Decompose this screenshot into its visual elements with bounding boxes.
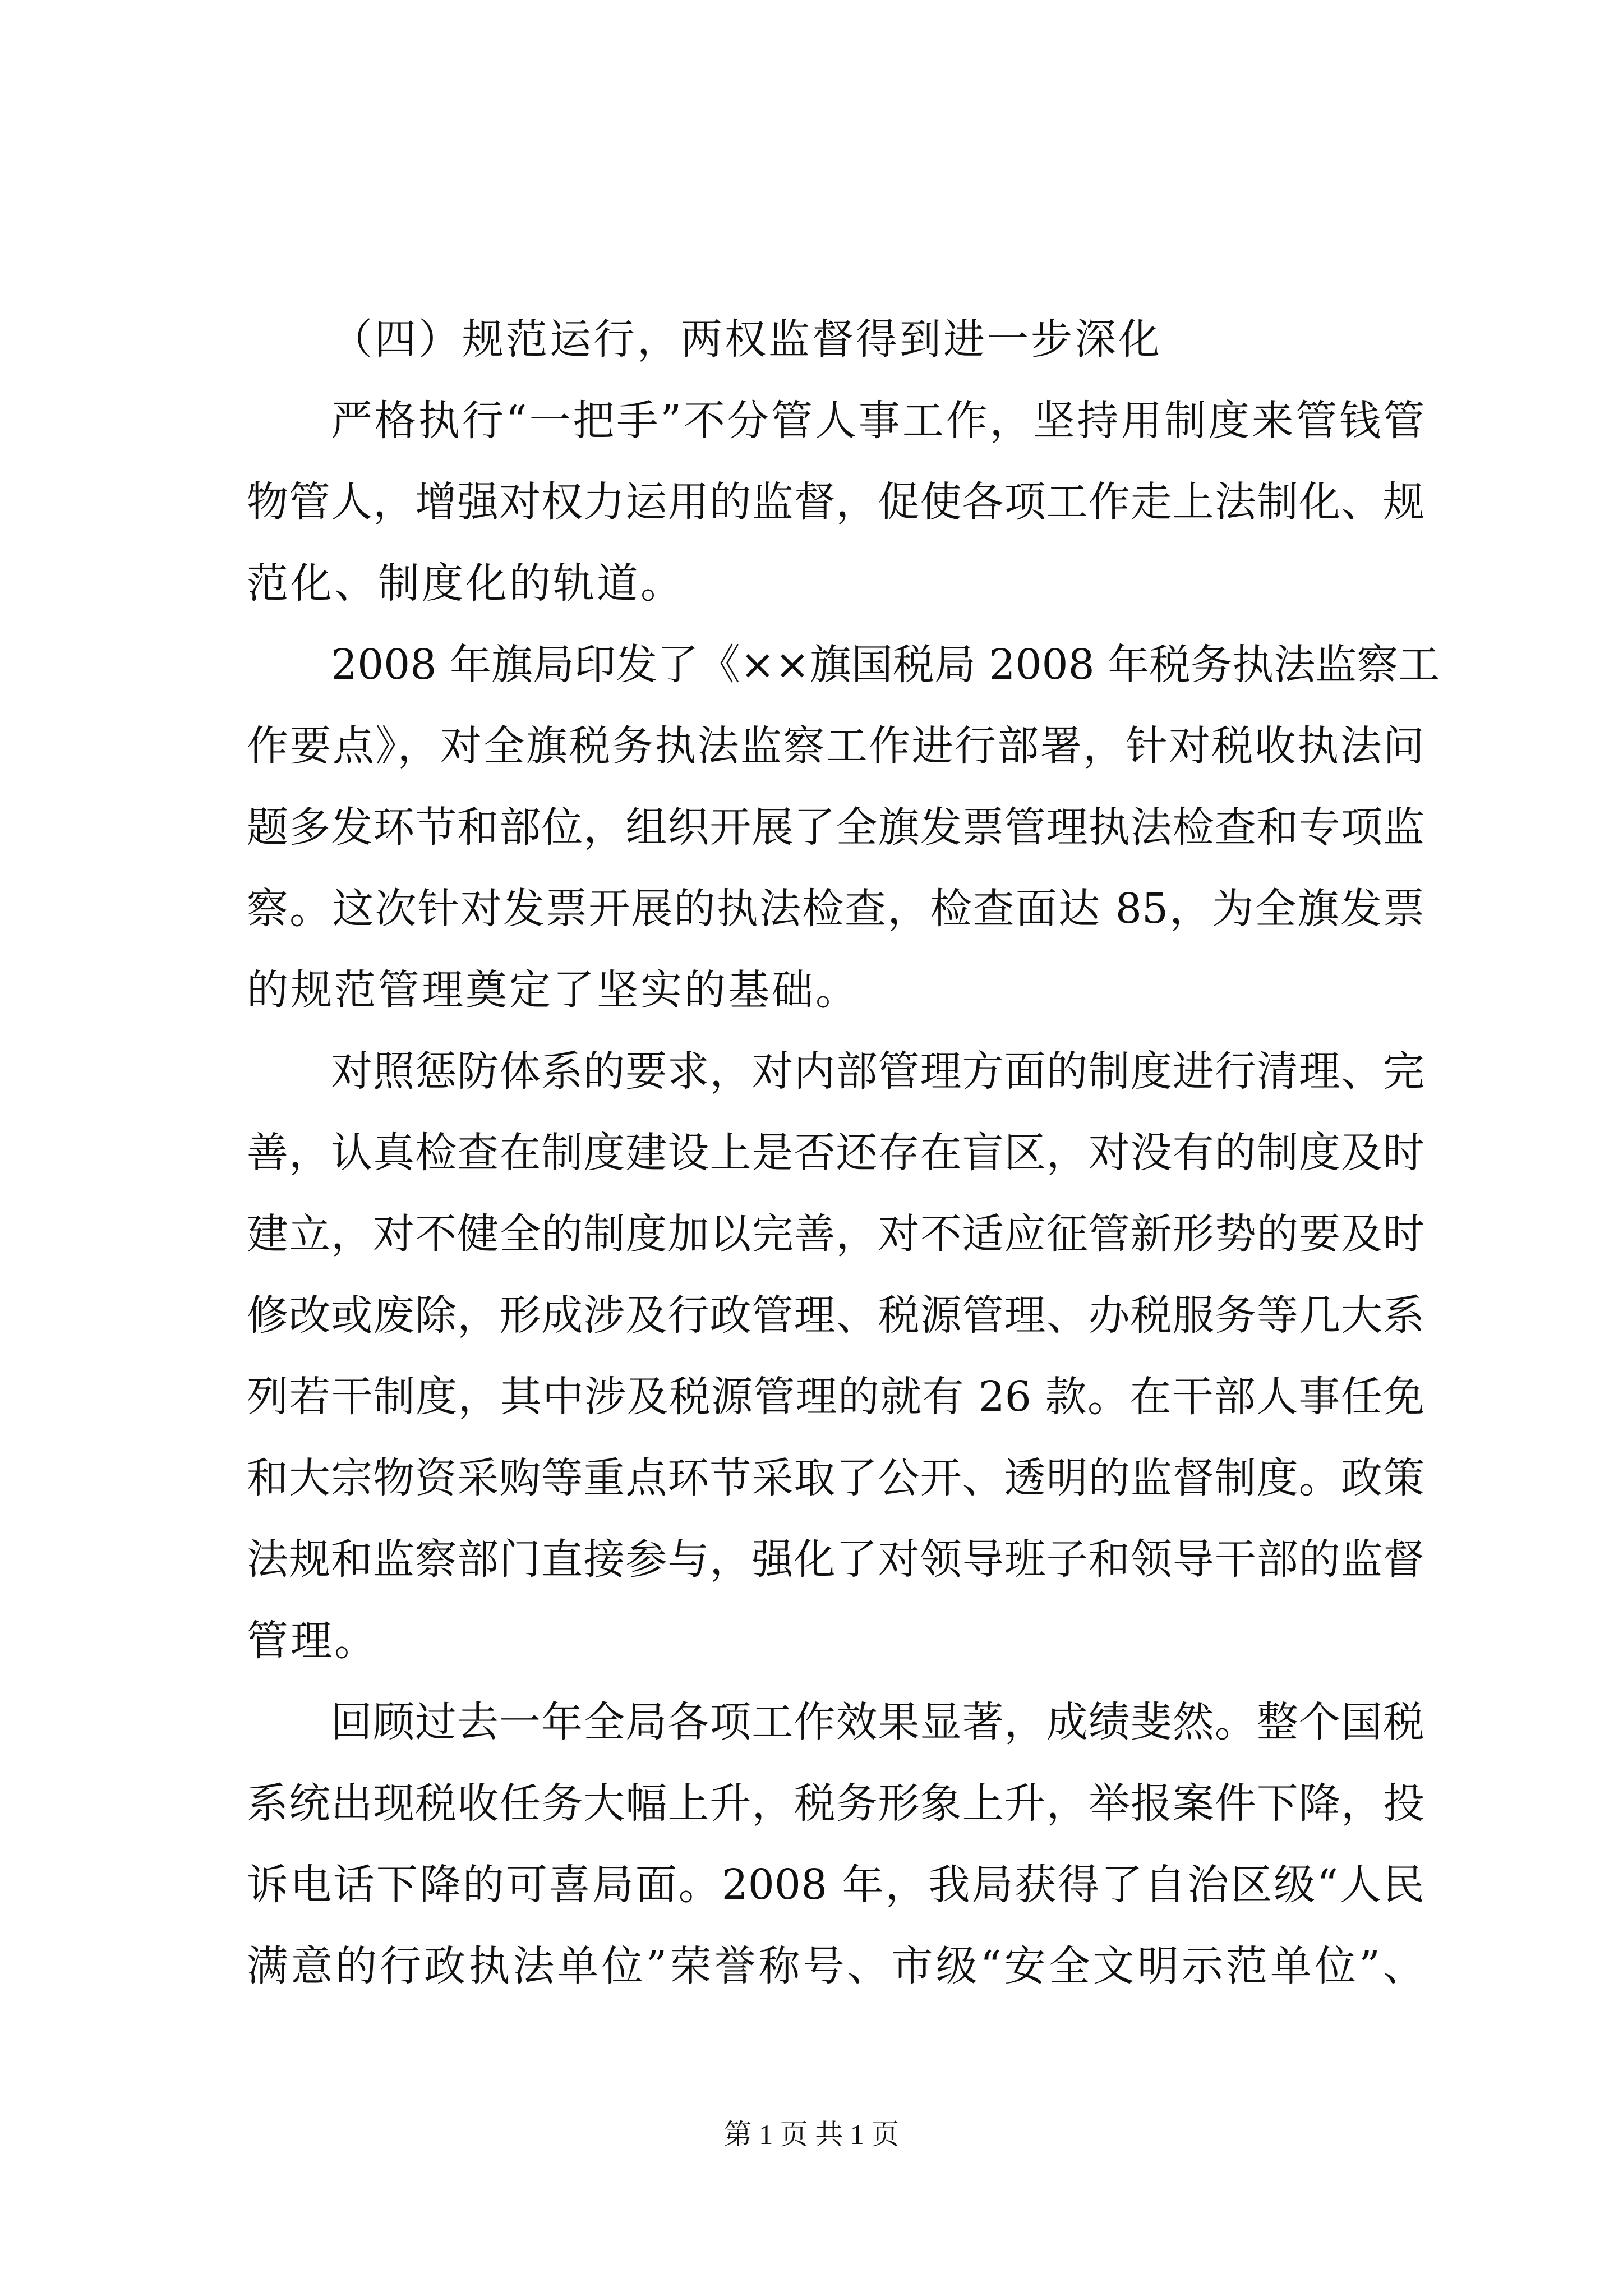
paragraph-line: 物管人，增强对权力运用的监督，促使各项工作走上法制化、规: [247, 478, 1424, 526]
paragraph-line: 善，认真检查在制度建设上是否还存在盲区，对没有的制度及时: [247, 1129, 1424, 1177]
paragraph-line: 和大宗物资采购等重点环节采取了公开、透明的监督制度。政策: [247, 1454, 1424, 1502]
paragraph-line: 题多发环节和部位，组织开展了全旗发票管理执法检查和专项监: [247, 803, 1424, 852]
paragraph-line: 修改或废除，形成涉及行政管理、税源管理、办税服务等几大系: [247, 1291, 1424, 1340]
paragraph-line: 法规和监察部门直接参与，强化了对领导班子和领导干部的监督: [247, 1535, 1424, 1584]
paragraph-line: 严格执行“一把手”不分管人事工作，坚持用制度来管钱管: [331, 397, 1424, 445]
paragraph-line: 满意的行政执法单位”荣誉称号、市级“安全文明示范单位”、: [247, 1942, 1424, 1990]
paragraph-line: 诉电话下降的可喜局面。2008 年，我局获得了自治区级“人民: [247, 1861, 1424, 1909]
paragraph-line: 2008 年旗局印发了《××旗国税局 2008 年税务执法监察工: [331, 641, 1440, 689]
paragraph-line: 作要点》，对全旗税务执法监察工作进行部署，针对税收执法问: [247, 722, 1424, 770]
paragraph-line: 的规范管理奠定了坚实的基础。: [247, 966, 859, 1014]
paragraph-line: 范化、制度化的轨道。: [247, 559, 684, 608]
page-footer: 第 1 页 共 1 页: [723, 2119, 900, 2150]
paragraph-line: 建立，对不健全的制度加以完善，对不适应征管新形势的要及时: [247, 1210, 1424, 1258]
section-heading: （四）规范运行，两权监督得到进一步深化: [331, 315, 1162, 364]
paragraph-line: 对照惩防体系的要求，对内部管理方面的制度进行清理、完: [331, 1047, 1424, 1096]
paragraph-line: 察。这次针对发票开展的执法检查，检查面达 85，为全旗发票: [247, 885, 1424, 933]
paragraph-line: 管理。: [247, 1617, 378, 1665]
paragraph-line: 列若干制度，其中涉及税源管理的就有 26 款。在干部人事任免: [247, 1373, 1424, 1421]
paragraph-line: 回顾过去一年全局各项工作效果显著，成绩斐然。整个国税: [331, 1698, 1424, 1746]
paragraph-line: 系统出现税收任务大幅上升，税务形象上升，举报案件下降，投: [247, 1779, 1424, 1828]
